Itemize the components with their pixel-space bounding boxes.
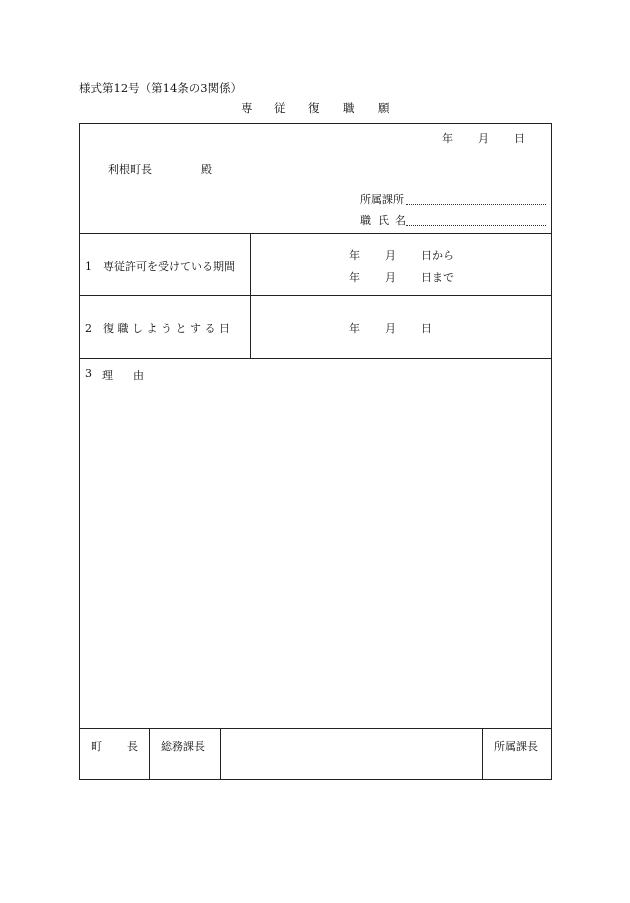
date-day: 日 — [514, 132, 525, 145]
divider — [79, 358, 552, 359]
from-day: 日から — [421, 249, 454, 262]
mayor-stamp-box[interactable] — [80, 755, 148, 779]
dept-head-stamp-box[interactable] — [484, 755, 550, 779]
divider — [79, 295, 552, 296]
title-char: 復 — [308, 101, 320, 115]
addressee: 利根町長 — [108, 163, 152, 176]
general-affairs-stamp-box[interactable] — [151, 755, 219, 779]
dept-label: 所属課所 — [360, 193, 404, 206]
title-char: 職 — [343, 101, 355, 115]
title-char: 従 — [274, 101, 286, 115]
title-char: 願 — [378, 101, 390, 115]
form-number: 様式第12号（第14条の3関係） — [79, 81, 243, 95]
mayor-char: 町 — [91, 740, 102, 753]
return-year: 年 — [349, 322, 360, 335]
general-affairs-label: 総務課長 — [161, 740, 205, 753]
divider — [79, 233, 552, 234]
date-year: 年 — [442, 132, 453, 145]
name-field[interactable] — [406, 225, 546, 226]
section3-number: 3 — [85, 367, 92, 380]
dept-head-label: 所属課長 — [494, 740, 538, 753]
column-divider — [149, 728, 150, 780]
from-year: 年 — [349, 249, 360, 262]
from-month: 月 — [385, 249, 396, 262]
to-month: 月 — [385, 271, 396, 284]
section1-label: 1 専従許可を受けている期間 — [85, 260, 235, 273]
to-day: 日まで — [421, 271, 454, 284]
return-day: 日 — [421, 322, 432, 335]
section3-char: 由 — [133, 369, 144, 382]
title-char: 専 — [241, 101, 253, 115]
to-year: 年 — [349, 271, 360, 284]
reason-area[interactable] — [80, 385, 550, 725]
name-label-char: 名 — [395, 214, 406, 227]
name-label-char: 氏 — [378, 214, 389, 227]
column-divider — [482, 728, 483, 780]
mayor-char: 長 — [127, 740, 138, 753]
dept-field[interactable] — [406, 204, 546, 205]
section2-label: 2 復 職 し よ う と す る 日 — [85, 322, 230, 335]
return-month: 月 — [385, 322, 396, 335]
column-divider — [250, 233, 251, 358]
name-label-char: 職 — [360, 214, 371, 227]
honorific: 殿 — [201, 163, 212, 176]
column-divider — [220, 728, 221, 780]
section3-char: 理 — [102, 369, 113, 382]
date-month: 月 — [478, 132, 489, 145]
